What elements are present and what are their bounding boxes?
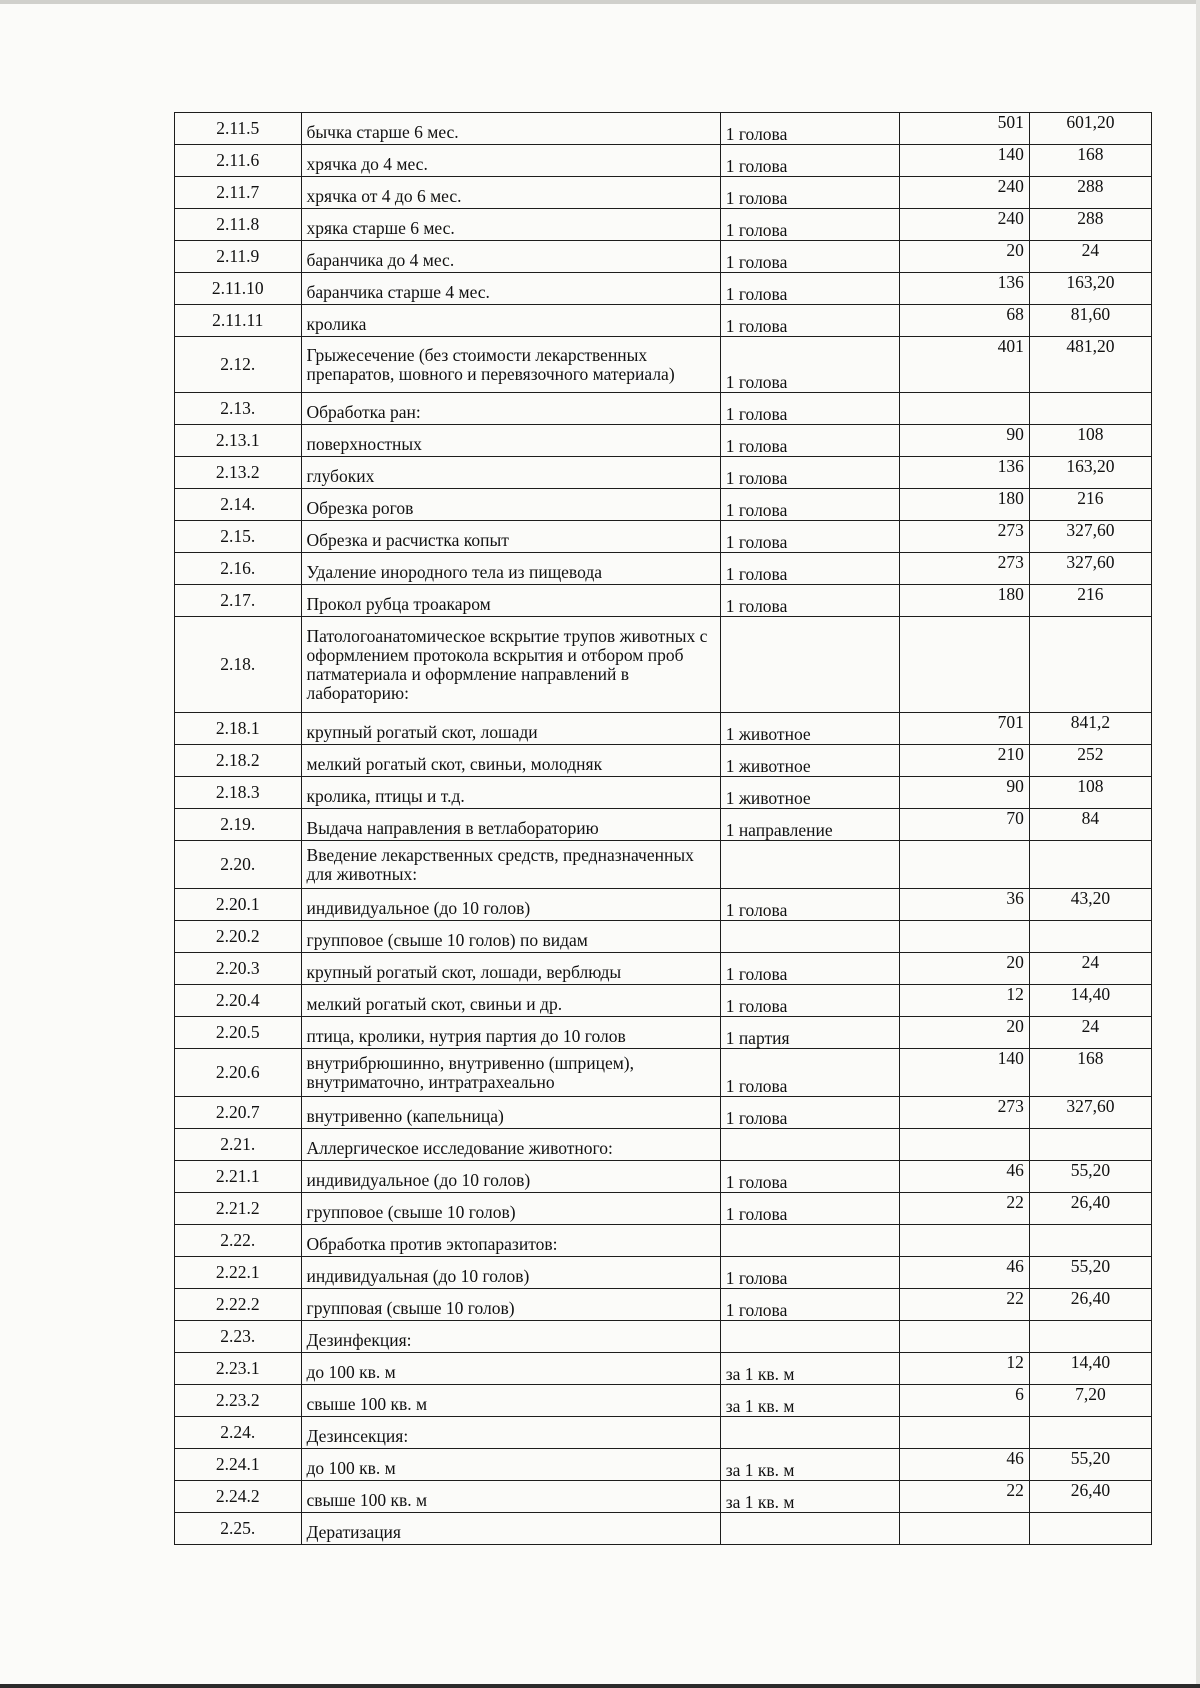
service-name [301, 553, 720, 585]
price: 68 [900, 305, 1030, 337]
unit-of-measure: 1 партия [720, 1017, 899, 1049]
unit-of-measure: 1 голова [720, 953, 899, 985]
price-with-vat: 24 [1029, 953, 1151, 985]
service-name [301, 1225, 720, 1257]
service-name-text: индивидуальное (до 10 голов) [306, 898, 531, 918]
unit-of-measure: 1 голова [720, 489, 899, 521]
table-row [175, 1257, 1152, 1289]
unit-of-measure: 1 животное [720, 777, 899, 809]
price-table [174, 112, 1152, 1545]
table-row [175, 1161, 1152, 1193]
service-code: 2.17. [175, 585, 302, 617]
unit-of-measure: 1 голова [720, 553, 899, 585]
service-code: 2.20.7 [175, 1097, 302, 1129]
service-name [301, 713, 720, 745]
price-with-vat [1029, 393, 1151, 425]
service-code: 2.21. [175, 1129, 302, 1161]
service-code: 2.22.1 [175, 1257, 302, 1289]
service-name [301, 809, 720, 841]
price-with-vat: 163,20 [1029, 273, 1151, 305]
service-name-text: Обработка ран: [306, 402, 421, 422]
service-name-text: Дезинсекция: [306, 1426, 409, 1446]
service-code: 2.23. [175, 1321, 302, 1353]
price-with-vat [1029, 921, 1151, 953]
service-name [301, 1417, 720, 1449]
table-row [175, 209, 1152, 241]
service-name [301, 985, 720, 1017]
price-with-vat [1029, 1129, 1151, 1161]
price-with-vat [1029, 1225, 1151, 1257]
price: 22 [900, 1481, 1030, 1513]
price [900, 1321, 1030, 1353]
table-row [175, 777, 1152, 809]
unit-of-measure: 1 голова [720, 1049, 899, 1097]
service-code: 2.12. [175, 337, 302, 393]
service-name [301, 1161, 720, 1193]
price [900, 617, 1030, 713]
service-code: 2.11.8 [175, 209, 302, 241]
service-name [301, 425, 720, 457]
service-name-text: баранчика старше 4 мес. [306, 282, 490, 302]
service-name-text: хрячка до 4 мес. [306, 154, 428, 174]
table-row [175, 585, 1152, 617]
table-row [175, 985, 1152, 1017]
service-name-text: Удаление инородного тела из пищевода [306, 562, 602, 582]
unit-of-measure: 1 голова [720, 177, 899, 209]
service-code: 2.22.2 [175, 1289, 302, 1321]
table-row [175, 425, 1152, 457]
service-code: 2.19. [175, 809, 302, 841]
service-name-text: баранчика до 4 мес. [306, 250, 455, 270]
price-with-vat: 601,20 [1029, 113, 1151, 145]
price-with-vat: 841,2 [1029, 713, 1151, 745]
service-name-text: хрячка от 4 до 6 мес. [306, 186, 462, 206]
service-code: 2.14. [175, 489, 302, 521]
service-name [301, 241, 720, 273]
service-name [301, 1513, 720, 1545]
price-with-vat: 81,60 [1029, 305, 1151, 337]
service-code: 2.24.1 [175, 1449, 302, 1481]
price: 6 [900, 1385, 1030, 1417]
service-name [301, 1353, 720, 1385]
unit-of-measure: 1 направление [720, 809, 899, 841]
price: 240 [900, 177, 1030, 209]
price [900, 921, 1030, 953]
table-row [175, 1353, 1152, 1385]
price: 180 [900, 489, 1030, 521]
price: 12 [900, 985, 1030, 1017]
service-code: 2.11.9 [175, 241, 302, 273]
service-code: 2.11.11 [175, 305, 302, 337]
unit-of-measure: 1 голова [720, 585, 899, 617]
service-code: 2.13.2 [175, 457, 302, 489]
service-code: 2.20.1 [175, 889, 302, 921]
table-row [175, 1449, 1152, 1481]
price: 20 [900, 953, 1030, 985]
table-row [175, 889, 1152, 921]
price: 20 [900, 241, 1030, 273]
price-with-vat: 24 [1029, 1017, 1151, 1049]
service-name-text: индивидуальная (до 10 голов) [306, 1266, 530, 1286]
table-row [175, 1193, 1152, 1225]
price: 46 [900, 1449, 1030, 1481]
table-row [175, 921, 1152, 953]
table-row [175, 809, 1152, 841]
unit-of-measure [720, 617, 899, 713]
price-with-vat: 55,20 [1029, 1449, 1151, 1481]
price: 90 [900, 777, 1030, 809]
service-name-text: Введение лекарственных средств, предназначенных для животных: [306, 844, 694, 884]
price-with-vat: 288 [1029, 177, 1151, 209]
table-row [175, 337, 1152, 393]
price: 180 [900, 585, 1030, 617]
unit-of-measure [720, 1129, 899, 1161]
service-name-text: групповое (свыше 10 голов) [306, 1202, 516, 1222]
table-body [175, 113, 1152, 1545]
price-with-vat [1029, 617, 1151, 713]
price-with-vat: 55,20 [1029, 1257, 1151, 1289]
service-name [301, 1481, 720, 1513]
table-row [175, 305, 1152, 337]
price: 273 [900, 1097, 1030, 1129]
service-name [301, 921, 720, 953]
price: 20 [900, 1017, 1030, 1049]
price-with-vat: 26,40 [1029, 1193, 1151, 1225]
service-name [301, 273, 720, 305]
service-name [301, 617, 720, 713]
service-code: 2.20.6 [175, 1049, 302, 1097]
service-code: 2.24. [175, 1417, 302, 1449]
price: 701 [900, 713, 1030, 745]
service-code: 2.18.2 [175, 745, 302, 777]
price-with-vat: 24 [1029, 241, 1151, 273]
service-name-text: кролика, птицы и т.д. [306, 786, 465, 806]
price-with-vat: 168 [1029, 1049, 1151, 1097]
unit-of-measure [720, 921, 899, 953]
unit-of-measure [720, 1513, 899, 1545]
unit-of-measure: 1 голова [720, 305, 899, 337]
service-name [301, 1193, 720, 1225]
service-name [301, 145, 720, 177]
price-with-vat: 26,40 [1029, 1289, 1151, 1321]
price-with-vat: 43,20 [1029, 889, 1151, 921]
price: 273 [900, 521, 1030, 553]
unit-of-measure: 1 животное [720, 713, 899, 745]
service-name [301, 745, 720, 777]
service-code: 2.25. [175, 1513, 302, 1545]
table-row [175, 1385, 1152, 1417]
price [900, 841, 1030, 889]
service-name-text: свыше 100 кв. м [306, 1490, 428, 1510]
service-code: 2.20.4 [175, 985, 302, 1017]
table-row [175, 521, 1152, 553]
service-name [301, 1257, 720, 1289]
price-with-vat: 168 [1029, 145, 1151, 177]
service-code: 2.23.1 [175, 1353, 302, 1385]
price-with-vat: 55,20 [1029, 1161, 1151, 1193]
price: 22 [900, 1193, 1030, 1225]
page-bottom-edge [0, 1684, 1200, 1688]
table-row [175, 745, 1152, 777]
service-name-text: Патологоанатомическое вскрытие трупов животных с оформлением протокола вскрытия и отбором проб патматериала и оформление направлений в лабораторию: [306, 625, 708, 703]
service-name-text: внутрибрюшинно, внутривенно (шприцем), внутриматочно, интратрахеально [306, 1052, 634, 1092]
price: 136 [900, 273, 1030, 305]
table-row [175, 617, 1152, 713]
table-row [175, 1129, 1152, 1161]
service-name-text: Выдача направления в ветлабораторию [306, 818, 599, 838]
price [900, 1513, 1030, 1545]
service-name [301, 777, 720, 809]
table-row [175, 273, 1152, 305]
service-name [301, 489, 720, 521]
service-name-text: крупный рогатый скот, лошади, верблюды [306, 962, 622, 982]
unit-of-measure: 1 голова [720, 1289, 899, 1321]
unit-of-measure: за 1 кв. м [720, 1449, 899, 1481]
price-with-vat: 108 [1029, 425, 1151, 457]
price [900, 1225, 1030, 1257]
service-name [301, 1097, 720, 1129]
price-with-vat [1029, 1321, 1151, 1353]
service-name [301, 337, 720, 393]
table-row [175, 1321, 1152, 1353]
table-row [175, 553, 1152, 585]
service-code: 2.21.1 [175, 1161, 302, 1193]
price-with-vat: 216 [1029, 489, 1151, 521]
service-name [301, 209, 720, 241]
service-code: 2.13.1 [175, 425, 302, 457]
price-with-vat: 108 [1029, 777, 1151, 809]
price-with-vat: 7,20 [1029, 1385, 1151, 1417]
service-name [301, 1129, 720, 1161]
unit-of-measure [720, 1417, 899, 1449]
price-with-vat [1029, 841, 1151, 889]
price: 501 [900, 113, 1030, 145]
table-row [175, 1417, 1152, 1449]
service-code: 2.18. [175, 617, 302, 713]
service-name [301, 1289, 720, 1321]
table-row [175, 1097, 1152, 1129]
service-code: 2.20.3 [175, 953, 302, 985]
service-name-text: свыше 100 кв. м [306, 1394, 428, 1414]
service-name [301, 1049, 720, 1097]
unit-of-measure: за 1 кв. м [720, 1481, 899, 1513]
service-code: 2.23.2 [175, 1385, 302, 1417]
service-code: 2.11.10 [175, 273, 302, 305]
unit-of-measure: 1 голова [720, 1193, 899, 1225]
service-name-text: внутривенно (капельница) [306, 1106, 504, 1126]
price: 240 [900, 209, 1030, 241]
service-name [301, 305, 720, 337]
service-code: 2.24.2 [175, 1481, 302, 1513]
price [900, 1417, 1030, 1449]
service-code: 2.16. [175, 553, 302, 585]
table-row [175, 953, 1152, 985]
unit-of-measure: 1 голова [720, 457, 899, 489]
service-name-text: кролика [306, 314, 367, 334]
unit-of-measure: 1 голова [720, 1097, 899, 1129]
unit-of-measure: 1 голова [720, 273, 899, 305]
table-row [175, 1049, 1152, 1097]
service-name-text: Аллергическое исследование животного: [306, 1138, 613, 1158]
table-row [175, 241, 1152, 273]
price: 210 [900, 745, 1030, 777]
unit-of-measure: 1 голова [720, 889, 899, 921]
service-name-text: Грыжесечение (без стоимости лекарственных препаратов, шовного и перевязочного материала) [306, 344, 675, 384]
service-name-text: поверхностных [306, 434, 422, 454]
unit-of-measure: 1 животное [720, 745, 899, 777]
service-name-text: Обработка против эктопаразитов: [306, 1234, 558, 1254]
service-code: 2.20.5 [175, 1017, 302, 1049]
unit-of-measure: 1 голова [720, 425, 899, 457]
unit-of-measure: 1 голова [720, 113, 899, 145]
service-name [301, 1017, 720, 1049]
table-row [175, 1017, 1152, 1049]
table-row [175, 1289, 1152, 1321]
price: 401 [900, 337, 1030, 393]
table-row [175, 489, 1152, 521]
unit-of-measure: 1 голова [720, 1161, 899, 1193]
price-with-vat: 252 [1029, 745, 1151, 777]
price-with-vat: 216 [1029, 585, 1151, 617]
unit-of-measure: 1 голова [720, 985, 899, 1017]
price-with-vat: 26,40 [1029, 1481, 1151, 1513]
service-name [301, 585, 720, 617]
service-name-text: бычка старше 6 мес. [306, 122, 459, 142]
unit-of-measure: за 1 кв. м [720, 1385, 899, 1417]
price-with-vat [1029, 1513, 1151, 1545]
service-name [301, 1385, 720, 1417]
table-row [175, 1513, 1152, 1545]
service-code: 2.21.2 [175, 1193, 302, 1225]
price-with-vat: 327,60 [1029, 553, 1151, 585]
unit-of-measure: 1 голова [720, 337, 899, 393]
service-name [301, 841, 720, 889]
service-name [301, 177, 720, 209]
service-name-text: мелкий рогатый скот, свиньи, молодняк [306, 754, 603, 774]
price: 140 [900, 145, 1030, 177]
price: 90 [900, 425, 1030, 457]
table-row [175, 713, 1152, 745]
service-name-text: Обрезка и расчистка копыт [306, 530, 509, 550]
price-with-vat: 84 [1029, 809, 1151, 841]
price: 140 [900, 1049, 1030, 1097]
price: 46 [900, 1161, 1030, 1193]
table-row [175, 841, 1152, 889]
price: 36 [900, 889, 1030, 921]
service-code: 2.22. [175, 1225, 302, 1257]
price-with-vat: 163,20 [1029, 457, 1151, 489]
table-row [175, 113, 1152, 145]
service-code: 2.20. [175, 841, 302, 889]
unit-of-measure: 1 голова [720, 145, 899, 177]
service-code: 2.13. [175, 393, 302, 425]
service-name [301, 113, 720, 145]
service-name-text: птица, кролики, нутрия партия до 10 голов [306, 1026, 626, 1046]
price: 136 [900, 457, 1030, 489]
service-name [301, 1321, 720, 1353]
price-with-vat: 327,60 [1029, 521, 1151, 553]
table-row [175, 457, 1152, 489]
service-name-text: групповое (свыше 10 голов) по видам [306, 930, 588, 950]
service-name [301, 1449, 720, 1481]
price [900, 393, 1030, 425]
service-name-text: Дезинфекция: [306, 1330, 412, 1350]
service-code: 2.11.5 [175, 113, 302, 145]
service-name-text: глубоких [306, 466, 375, 486]
table-row [175, 393, 1152, 425]
service-name [301, 889, 720, 921]
price-with-vat: 288 [1029, 209, 1151, 241]
unit-of-measure [720, 841, 899, 889]
unit-of-measure: 1 голова [720, 521, 899, 553]
service-code: 2.11.7 [175, 177, 302, 209]
price [900, 1129, 1030, 1161]
page-top-edge [0, 0, 1200, 4]
service-name-text: до 100 кв. м [306, 1362, 396, 1382]
price: 273 [900, 553, 1030, 585]
service-name [301, 953, 720, 985]
service-code: 2.15. [175, 521, 302, 553]
service-name-text: хряка старше 6 мес. [306, 218, 455, 238]
unit-of-measure: за 1 кв. м [720, 1353, 899, 1385]
unit-of-measure [720, 1321, 899, 1353]
price-with-vat: 14,40 [1029, 985, 1151, 1017]
service-name [301, 393, 720, 425]
service-name-text: мелкий рогатый скот, свиньи и др. [306, 994, 563, 1014]
service-name [301, 521, 720, 553]
price: 70 [900, 809, 1030, 841]
service-code: 2.20.2 [175, 921, 302, 953]
table-row [175, 1481, 1152, 1513]
page-right-edge [1196, 0, 1200, 1688]
service-name-text: крупный рогатый скот, лошади [306, 722, 538, 742]
service-name-text: Обрезка рогов [306, 498, 414, 518]
price: 12 [900, 1353, 1030, 1385]
service-name-text: Прокол рубца троакаром [306, 594, 491, 614]
price-with-vat: 481,20 [1029, 337, 1151, 393]
price: 46 [900, 1257, 1030, 1289]
price-with-vat [1029, 1417, 1151, 1449]
table-row [175, 177, 1152, 209]
service-code: 2.18.1 [175, 713, 302, 745]
unit-of-measure: 1 голова [720, 241, 899, 273]
service-name-text: Дератизация [306, 1522, 401, 1542]
price: 22 [900, 1289, 1030, 1321]
service-code: 2.18.3 [175, 777, 302, 809]
unit-of-measure: 1 голова [720, 209, 899, 241]
service-name-text: индивидуальное (до 10 голов) [306, 1170, 531, 1190]
unit-of-measure [720, 1225, 899, 1257]
service-name-text: групповая (свыше 10 голов) [306, 1298, 515, 1318]
service-name-text: до 100 кв. м [306, 1458, 396, 1478]
unit-of-measure: 1 голова [720, 1257, 899, 1289]
price-with-vat: 327,60 [1029, 1097, 1151, 1129]
service-code: 2.11.6 [175, 145, 302, 177]
table-row [175, 1225, 1152, 1257]
service-name [301, 457, 720, 489]
price-with-vat: 14,40 [1029, 1353, 1151, 1385]
table-row [175, 145, 1152, 177]
unit-of-measure: 1 голова [720, 393, 899, 425]
